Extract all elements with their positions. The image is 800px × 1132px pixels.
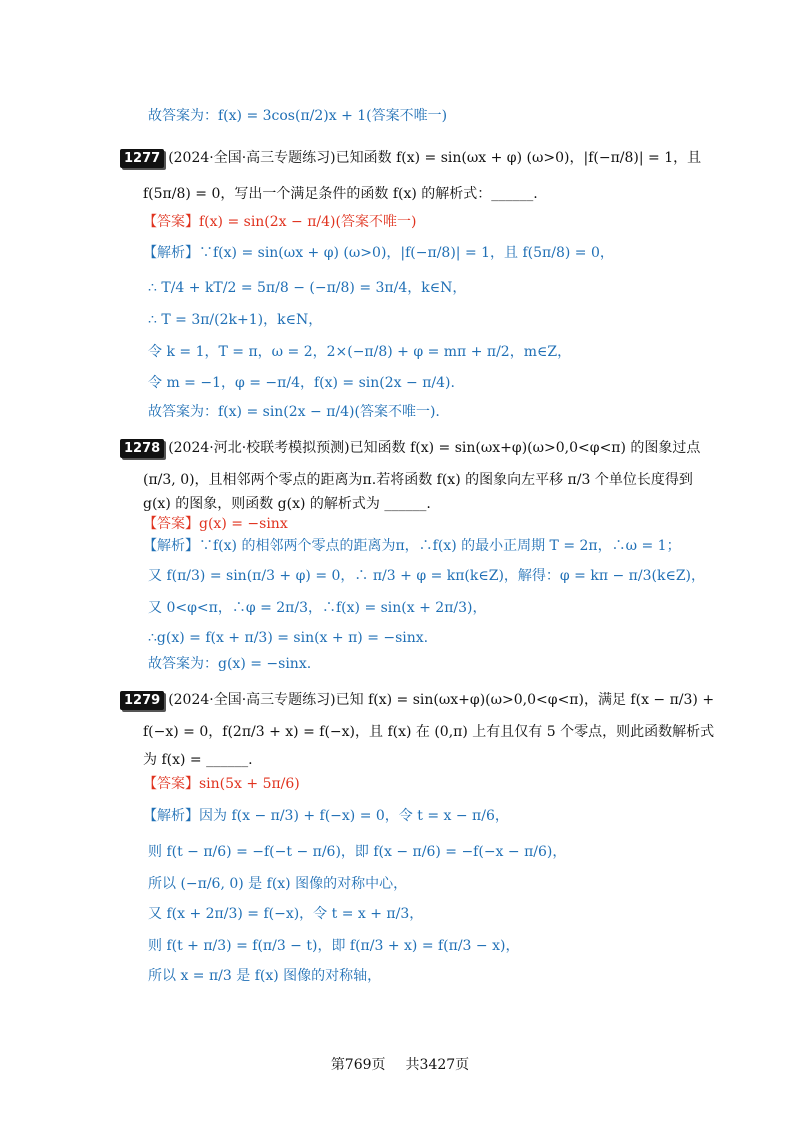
problem-text: (2024·全国·高三专题练习)已知函数 f(x) = sin(ωx + φ) (ω>0)，|f(−π/8)| = 1，且 (168, 150, 702, 166)
solution-1279-line-3: 所以 (−π/6, 0) 是 f(x) 图像的对称中心， (148, 876, 408, 892)
page-total: 共3427页 (405, 1057, 470, 1073)
solution-label: 【解析】 (143, 808, 199, 824)
solution-1278-line-5: 故答案为：g(x) = −sinx. (148, 656, 312, 672)
solution-1279-line-4: 又 f(x + 2π/3) = f(−x)，令 t = x + π/3， (148, 906, 424, 922)
problem-number-tag: 1277 (120, 149, 164, 168)
solution-1278-line-1 (143, 536, 681, 556)
problem-1277-line-2: f(5π/8) = 0，写出一个满足条件的函数 f(x) 的解析式：______. (143, 186, 538, 202)
solution-1278-line-4: ∴g(x) = f(x + π/3) = sin(x + π) = −sinx. (148, 630, 429, 646)
problem-1277-line-1 (120, 148, 701, 168)
problem-text: (2024·全国·高三专题练习)已知 f(x) = sin(ωx+φ)(ω>0,0<φ<π)，满足 f(x − π/3) + (168, 692, 715, 708)
answer-1278 (143, 514, 288, 534)
answer-label: 【答案】 (143, 214, 199, 230)
solution-1277-line-1 (143, 243, 614, 263)
solution-1279-line-1 (143, 806, 509, 826)
problem-1279-line-3: 为 f(x) = ______. (143, 752, 253, 768)
problem-1278-line-1 (120, 438, 700, 458)
problem-text: (2024·河北·校联考模拟预测)已知函数 f(x) = sin(ωx+φ)(ω>0,0<φ<π) 的图象过点 (168, 440, 701, 456)
solution-1278-line-2: 又 f(π/3) = sin(π/3 + φ) = 0，∴ π/3 + φ = kπ(k∈Z)，解得：φ = kπ − π/3(k∈Z)， (148, 568, 706, 584)
problem-1278-line-2: (π/3, 0)，且相邻两个零点的距离为π.若将函数 f(x) 的图象向左平移 π/3 个单位长度得到 (143, 472, 693, 488)
solution-1277-line-4: 令 k = 1，T = π，ω = 2，2×(−π/8) + φ = mπ + π/2，m∈Z， (148, 344, 572, 360)
solution-1277-line-3: ∴ T = 3π/(2k+1)，k∈N， (148, 312, 323, 328)
solution-1277-line-5: 令 m = −1，φ = −π/4，f(x) = sin(2x − π/4). (148, 375, 455, 391)
solution-text: ∵f(x) = sin(ωx + φ) (ω>0)，|f(−π/8)| = 1，且 f(5π/8) = 0， (199, 245, 614, 261)
solution-1278-line-3: 又 0<φ<π，∴φ = 2π/3，∴f(x) = sin(x + 2π/3)， (148, 600, 487, 616)
problem-1279-line-1 (120, 690, 714, 710)
answer-label: 【答案】 (143, 776, 199, 792)
answer-1277 (143, 212, 416, 232)
answer-value: g(x) = −sinx (199, 516, 288, 532)
solution-1279-line-5: 则 f(t + π/3) = f(π/3 − t)，即 f(π/3 + x) = f(π/3 − x)， (148, 938, 520, 954)
problem-number-tag: 1279 (120, 691, 164, 710)
page-footer (0, 1054, 800, 1074)
answer-label: 【答案】 (143, 516, 199, 532)
problem-1278-line-3: g(x) 的图象，则函数 g(x) 的解析式为 ______. (143, 496, 431, 512)
prev-answer-line: 故答案为：f(x) = 3cos(π/2)x + 1(答案不唯一) (148, 108, 448, 124)
solution-label: 【解析】 (143, 245, 199, 261)
answer-1279 (143, 774, 300, 794)
answer-value: f(x) = sin(2x − π/4)(答案不唯一) (199, 214, 417, 230)
problem-number-tag: 1278 (120, 439, 164, 458)
solution-label: 【解析】 (143, 538, 199, 554)
page-number: 第769页 (330, 1057, 386, 1073)
answer-value: sin(5x + 5π/6) (199, 776, 300, 792)
solution-1277-line-2: ∴ T/4 + kT/2 = 5π/8 − (−π/8) = 3π/4，k∈N， (148, 280, 467, 296)
solution-1279-line-6: 所以 x = π/3 是 f(x) 图像的对称轴， (148, 968, 382, 984)
solution-1277-line-6: 故答案为：f(x) = sin(2x − π/4)(答案不唯一). (148, 404, 440, 420)
problem-1279-line-2: f(−x) = 0，f(2π/3 + x) = f(−x)，且 f(x) 在 (0,π) 上有且仅有 5 个零点，则此函数解析式 (143, 724, 715, 740)
solution-1279-line-2: 则 f(t − π/6) = −f(−t − π/6)，即 f(x − π/6) = −f(−x − π/6)， (148, 844, 567, 860)
solution-text: 因为 f(x − π/3) + f(−x) = 0，令 t = x − π/6， (199, 808, 509, 824)
solution-text: ∵f(x) 的相邻两个零点的距离为π，∴f(x) 的最小正周期 T = 2π，∴ω = 1； (199, 538, 681, 554)
